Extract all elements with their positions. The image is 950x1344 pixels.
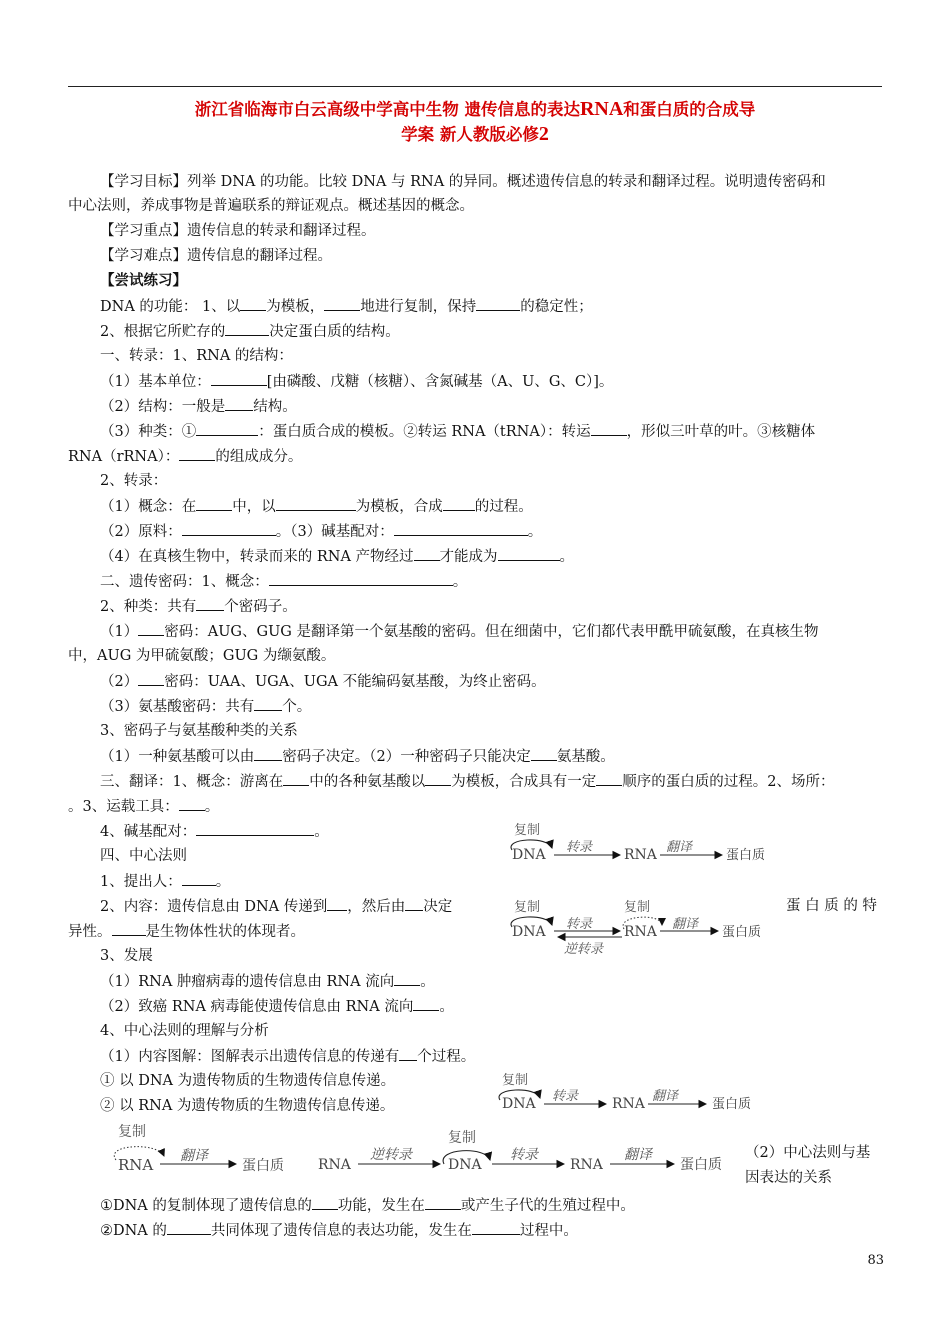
structure-line: （2）结构：一般是 结构。 [100,396,297,417]
replicate-label: 复制 [502,1073,529,1088]
translate-label-2: 翻译 [624,1147,652,1163]
gene-expression-line2: 因表达的关系 [745,1170,832,1186]
reverse-transcribe-label: 逆转录 [370,1147,412,1163]
eukaryote-line: （4）在真核生物中，转录而来的 RNA 产物经过 才能成为 。 [100,546,574,567]
page-number: 83 [867,1253,884,1268]
protein-node: 蛋白质 [722,925,762,940]
dna-node: DNA [512,924,546,940]
replication-function-line: ①DNA 的复制体现了遗传信息的 功能，发生在 或产生子代的生殖过程中。 [100,1195,635,1216]
rna-node-2: RNA [318,1157,351,1173]
rna-node: RNA [612,1096,645,1112]
dna-function-line: DNA 的功能： 1、以 为模板， 地进行复制，保持 的稳定性； [100,296,593,317]
basic-unit-line: （1）基本单位： [由磷酸、戊糖（核糖）、含氮碱基（A、U、G、C）]。 [100,371,613,392]
practice-heading: 【尝试练习】 [100,272,187,289]
translate-label: 翻译 [652,1089,679,1104]
central-dogma-heading: 四、中心法则 [100,848,187,864]
rna-node-3: RNA [570,1157,603,1173]
expression-function-line: ②DNA 的 共同体现了遗传信息的表达功能，发生在 过程中。 [100,1220,578,1241]
difficult-points: 【学习难点】遗传信息的翻译过程。 [100,248,332,264]
dna-organism-line: ① 以 DNA 为遗传物质的生物遗传信息传递。 [100,1073,396,1089]
rrna-line: RNA（rRNA）： 的组成成分。 [68,446,302,467]
translate-label: 翻译 [666,840,693,855]
proposer-line: 1、提出人： 。 [100,871,230,892]
codon-relation-line: （1）一种氨基酸可以由 密码子决定。（2）一种密码子只能决定 氨基酸。 [100,746,615,767]
transcribe-label: 转录 [566,840,593,855]
dna-organism-diagram [488,1066,778,1116]
goal-line1: 【学习目标】列举 DNA 的功能。比较 DNA 与 RNA 的异同。概述遗传信息的转录和翻译过程。说明遗传密码和 [100,174,826,190]
understanding-heading: 4、中心法则的理解与分析 [100,1023,269,1039]
goal-line2: 中心法则，养成事物是普遍联系的辩证观点。概述基因的概念。 [68,198,474,214]
protein-node-2: 蛋白质 [680,1157,722,1173]
transcription-subheading: 2、转录： [100,473,168,489]
protein-node: 蛋白质 [712,1097,752,1112]
start-codon-line2: 中，AUG 为甲硫氨酸；GUG 为缬氨酸。 [68,648,336,664]
rna-organism-diagram [100,1120,740,1180]
codon-count-line: 2、种类：共有 个密码子。 [100,596,297,617]
amino-acid-codon-line: （3）氨基酸密码：共有 个。 [100,696,311,717]
replicate-label-rna1: 复制 [118,1124,146,1140]
header-rule [68,86,882,87]
key-points: 【学习重点】遗传信息的转录和翻译过程。 [100,223,376,239]
transcribe-label: 转录 [510,1147,538,1163]
development-heading: 3、发展 [100,948,153,964]
document-title-line2: 学案 新人教版必修2 [401,123,549,145]
transcribe-label: 转录 [566,917,593,932]
central-dogma-diagram-basic [500,820,790,870]
protein-node-1: 蛋白质 [242,1158,284,1174]
document-title-line1: 浙江省临海市白云高级中学高中生物 遗传信息的表达RNA和蛋白质的合成导 [194,98,756,120]
start-codon-line: （1） 密码：AUG、GUG 是翻译第一个氨基酸的密码。但在细菌中，它们都代表甲酰甲硫氨酸，在真核生物 [100,621,819,642]
rna-node-1: RNA [118,1156,154,1174]
development-line1: （1）RNA 肿瘤病毒的遗传信息由 RNA 流向 。 [100,971,435,992]
store-line: 2、根据它所贮存的 决定蛋白质的结构。 [100,321,400,342]
base-pairing-line: 4、碱基配对： 。 [100,821,329,842]
genetic-code-concept-line: 二、遗传密码：1、概念： 。 [100,571,467,592]
diagram-explanation-line: （1）内容图解：图解表示出遗传信息的传递有 个过程。 [100,1046,475,1067]
raw-material-line: （2）原料： 。（3）碱基配对： 。 [100,521,542,542]
replicate-label-dna: 复制 [514,900,541,915]
translation-concept-line: 三、翻译：1、概念：游离在 中的各种氨基酸以 为模板，合成具有一定 顺序的蛋白质的过程。2、场所： [100,771,834,792]
reverse-transcribe-label: 逆转录 [564,942,604,957]
gene-expression-line1: （2）中心法则与基 [745,1145,871,1161]
translation-site-line: 。3、运载工具： 。 [68,796,219,817]
transcription-concept-line: （1）概念：在 中，以 为模板，合成 的过程。 [100,496,533,517]
stop-codon-line: （2） 密码：UAA、UGA、UGA 不能编码氨基酸，为终止密码。 [100,671,546,692]
replicate-label: 复制 [514,823,541,838]
transcribe-label: 转录 [552,1089,579,1104]
dna-node: DNA [512,847,546,863]
protein-node: 蛋白质 [726,848,766,863]
translate-label: 翻译 [672,917,699,932]
transcription-heading: 一、转录：1、RNA 的结构： [100,348,293,364]
translate-label-1: 翻译 [180,1148,208,1164]
replicate-label-rna: 复制 [624,900,651,915]
central-dogma-diagram-extended [500,895,790,965]
content-line: 2、内容：遗传信息由 DNA 传递到 ，然后由 决定 [100,896,452,917]
rna-node: RNA [624,847,657,863]
replicate-label-dna: 复制 [448,1130,476,1146]
content-line-end: 蛋 白 质 的 特 [786,898,877,914]
dna-node: DNA [502,1096,536,1112]
trait-line: 异性。 是生物体性状的体现者。 [68,921,305,942]
rna-organism-line: ② 以 RNA 为遗传物质的生物遗传信息传递。 [100,1098,395,1114]
development-line2: （2）致癌 RNA 病毒能使遗传信息由 RNA 流向 。 [100,996,454,1017]
codon-relation-heading: 3、密码子与氨基酸种类的关系 [100,723,298,739]
rna-node: RNA [624,924,657,940]
rna-types-line: （3）种类：① ：蛋白质合成的模板。②转运 RNA（tRNA）：转运 ，形似三叶草的叶。③核糖体 [100,421,815,442]
dna-node: DNA [448,1157,482,1173]
